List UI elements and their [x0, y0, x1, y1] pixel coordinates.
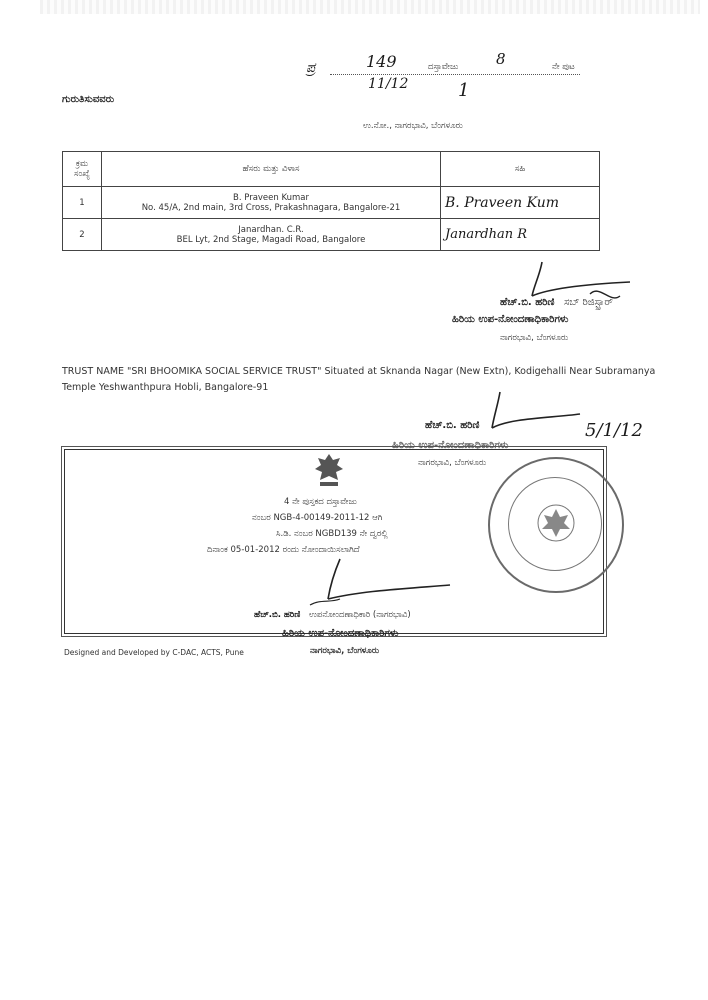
officer2-date: 5/1/12: [585, 420, 643, 441]
year-handwritten: 11/12: [368, 76, 409, 92]
certificate-signer-name: ಹೆಚ್.ಬಿ. ಹರಿಣಿ: [254, 610, 301, 620]
row-signature: [441, 219, 600, 251]
identifiers-table: [62, 151, 600, 251]
officer2-name: ಹೆಚ್.ಬಿ. ಹರಿಣಿ: [425, 420, 480, 431]
row-name-address: [102, 187, 441, 219]
page-number-value: 149: [366, 52, 397, 71]
officer1-name: ಹೆಚ್.ಬಿ. ಹರಿಣಿ: [500, 297, 555, 308]
seal-emblem-icon: [534, 501, 578, 545]
col-serial: ಕ್ರಮ ಸಂಖ್ಯೆ: [63, 152, 102, 187]
table-header-row: [63, 152, 600, 187]
dotted-rule: [330, 74, 580, 75]
table-row: [63, 219, 600, 251]
emblem-icon: [312, 452, 346, 488]
trust-description: TRUST NAME "SRI BHOOMIKA SOCIAL SERVICE TRUST" Situated at Sknanda Nagar (New Extn), Kodigehalli Near Subramanya Temple Yeshwanthpura Hobli, Bangalore-91: [62, 366, 656, 393]
officer1-name-line: [500, 297, 613, 308]
identifier-name: Janardhan. C.R.: [238, 224, 304, 235]
office-seal: [488, 457, 624, 593]
certificate-line3: ಸಿ.ಡಿ. ನಂಬರ NGBD139 ನೇ ದ್ವರಲ್ಲಿ: [276, 529, 388, 539]
officer1-designation: ಹಿರಿಯ ಉಪ-ನೋಂದಣಾಧಿಕಾರಿಗಳು: [452, 314, 569, 325]
page-prefix: ಪ್ರ: [306, 60, 316, 76]
row-serial: 2: [63, 219, 102, 251]
certificate-line1: 4 ನೇ ಪುಸ್ತಕದ ದಸ್ತಾವೇಜು: [284, 497, 357, 507]
scan-noise: [40, 0, 700, 14]
footer-credit: Designed and Developed by C-DAC, ACTS, Pune: [64, 648, 244, 657]
document-label: ದಸ್ತಾವೇಜು: [428, 62, 459, 72]
page-suffix: ನೇ ಪುಟ: [552, 62, 575, 72]
officer2-place: ನಾಗರಭಾವಿ, ಬೆಂಗಳೂರು: [418, 458, 487, 468]
identifiers-heading: ಗುರುತಿಸುವವರು: [62, 94, 115, 105]
mark-handwritten: 1: [458, 80, 470, 101]
row-serial: 1: [63, 187, 102, 219]
signature-handwritten: Janardhan R: [445, 227, 528, 242]
officer2-signature: [470, 388, 600, 438]
officer1-title: ಸಬ್ ರಿಜಿಸ್ಟ್ರಾರ್: [563, 297, 613, 308]
table-row: [63, 187, 600, 219]
page-number-line: [300, 50, 600, 78]
identifier-address: BEL Lyt, 2nd Stage, Magadi Road, Bangalore: [176, 234, 366, 245]
identifier-name: B. Praveen Kumar: [232, 192, 309, 203]
certificate-line4: ದಿನಾಂಕ 05-01-2012 ರಂದು ನೋಂದಾಯಿಸಲಾಗಿದೆ: [207, 545, 360, 555]
identifier-address: No. 45/A, 2nd main, 3rd Cross, Prakashnagara, Bangalore-21: [141, 202, 401, 213]
certificate-line2: ನಂಬರ NGB-4-00149-2011-12 ಆಗಿ: [252, 513, 383, 523]
certificate-signature: [290, 555, 470, 610]
col-name-address: ಹೆಸರು ಮತ್ತು ವಿಳಾಸ: [102, 152, 441, 187]
certificate-place: ನಾಗರಭಾವಿ, ಬೆಂಗಳೂರು: [310, 646, 380, 656]
col-signature: ಸಹಿ: [441, 152, 600, 187]
signature-handwritten: B. Praveen Kum: [445, 194, 560, 211]
row-signature: [441, 187, 600, 219]
certificate-designation: ಹಿರಿಯ ಉಪ-ನೋಂದಣಾಧಿಕಾರಿಗಳು: [282, 628, 399, 639]
officer1-place: ನಾಗರಭಾವಿ, ಬೆಂಗಳೂರು: [500, 333, 569, 343]
office-place: ಉ.ನೋ., ನಾಗರಭಾವಿ, ಬೆಂಗಳೂರು: [363, 121, 463, 131]
row-name-address: [102, 219, 441, 251]
officer2-designation: ಹಿರಿಯ ಉಪ-ನೋಂದಣಾಧಿಕಾರಿಗಳು: [392, 440, 509, 451]
certificate-signer-line: [254, 610, 411, 620]
certificate-signer-title: ಉಪನೋಂದಣಾಧಿಕಾರಿ (ನಾಗರಭಾವಿ): [309, 610, 411, 620]
page-count-value: 8: [496, 50, 506, 68]
